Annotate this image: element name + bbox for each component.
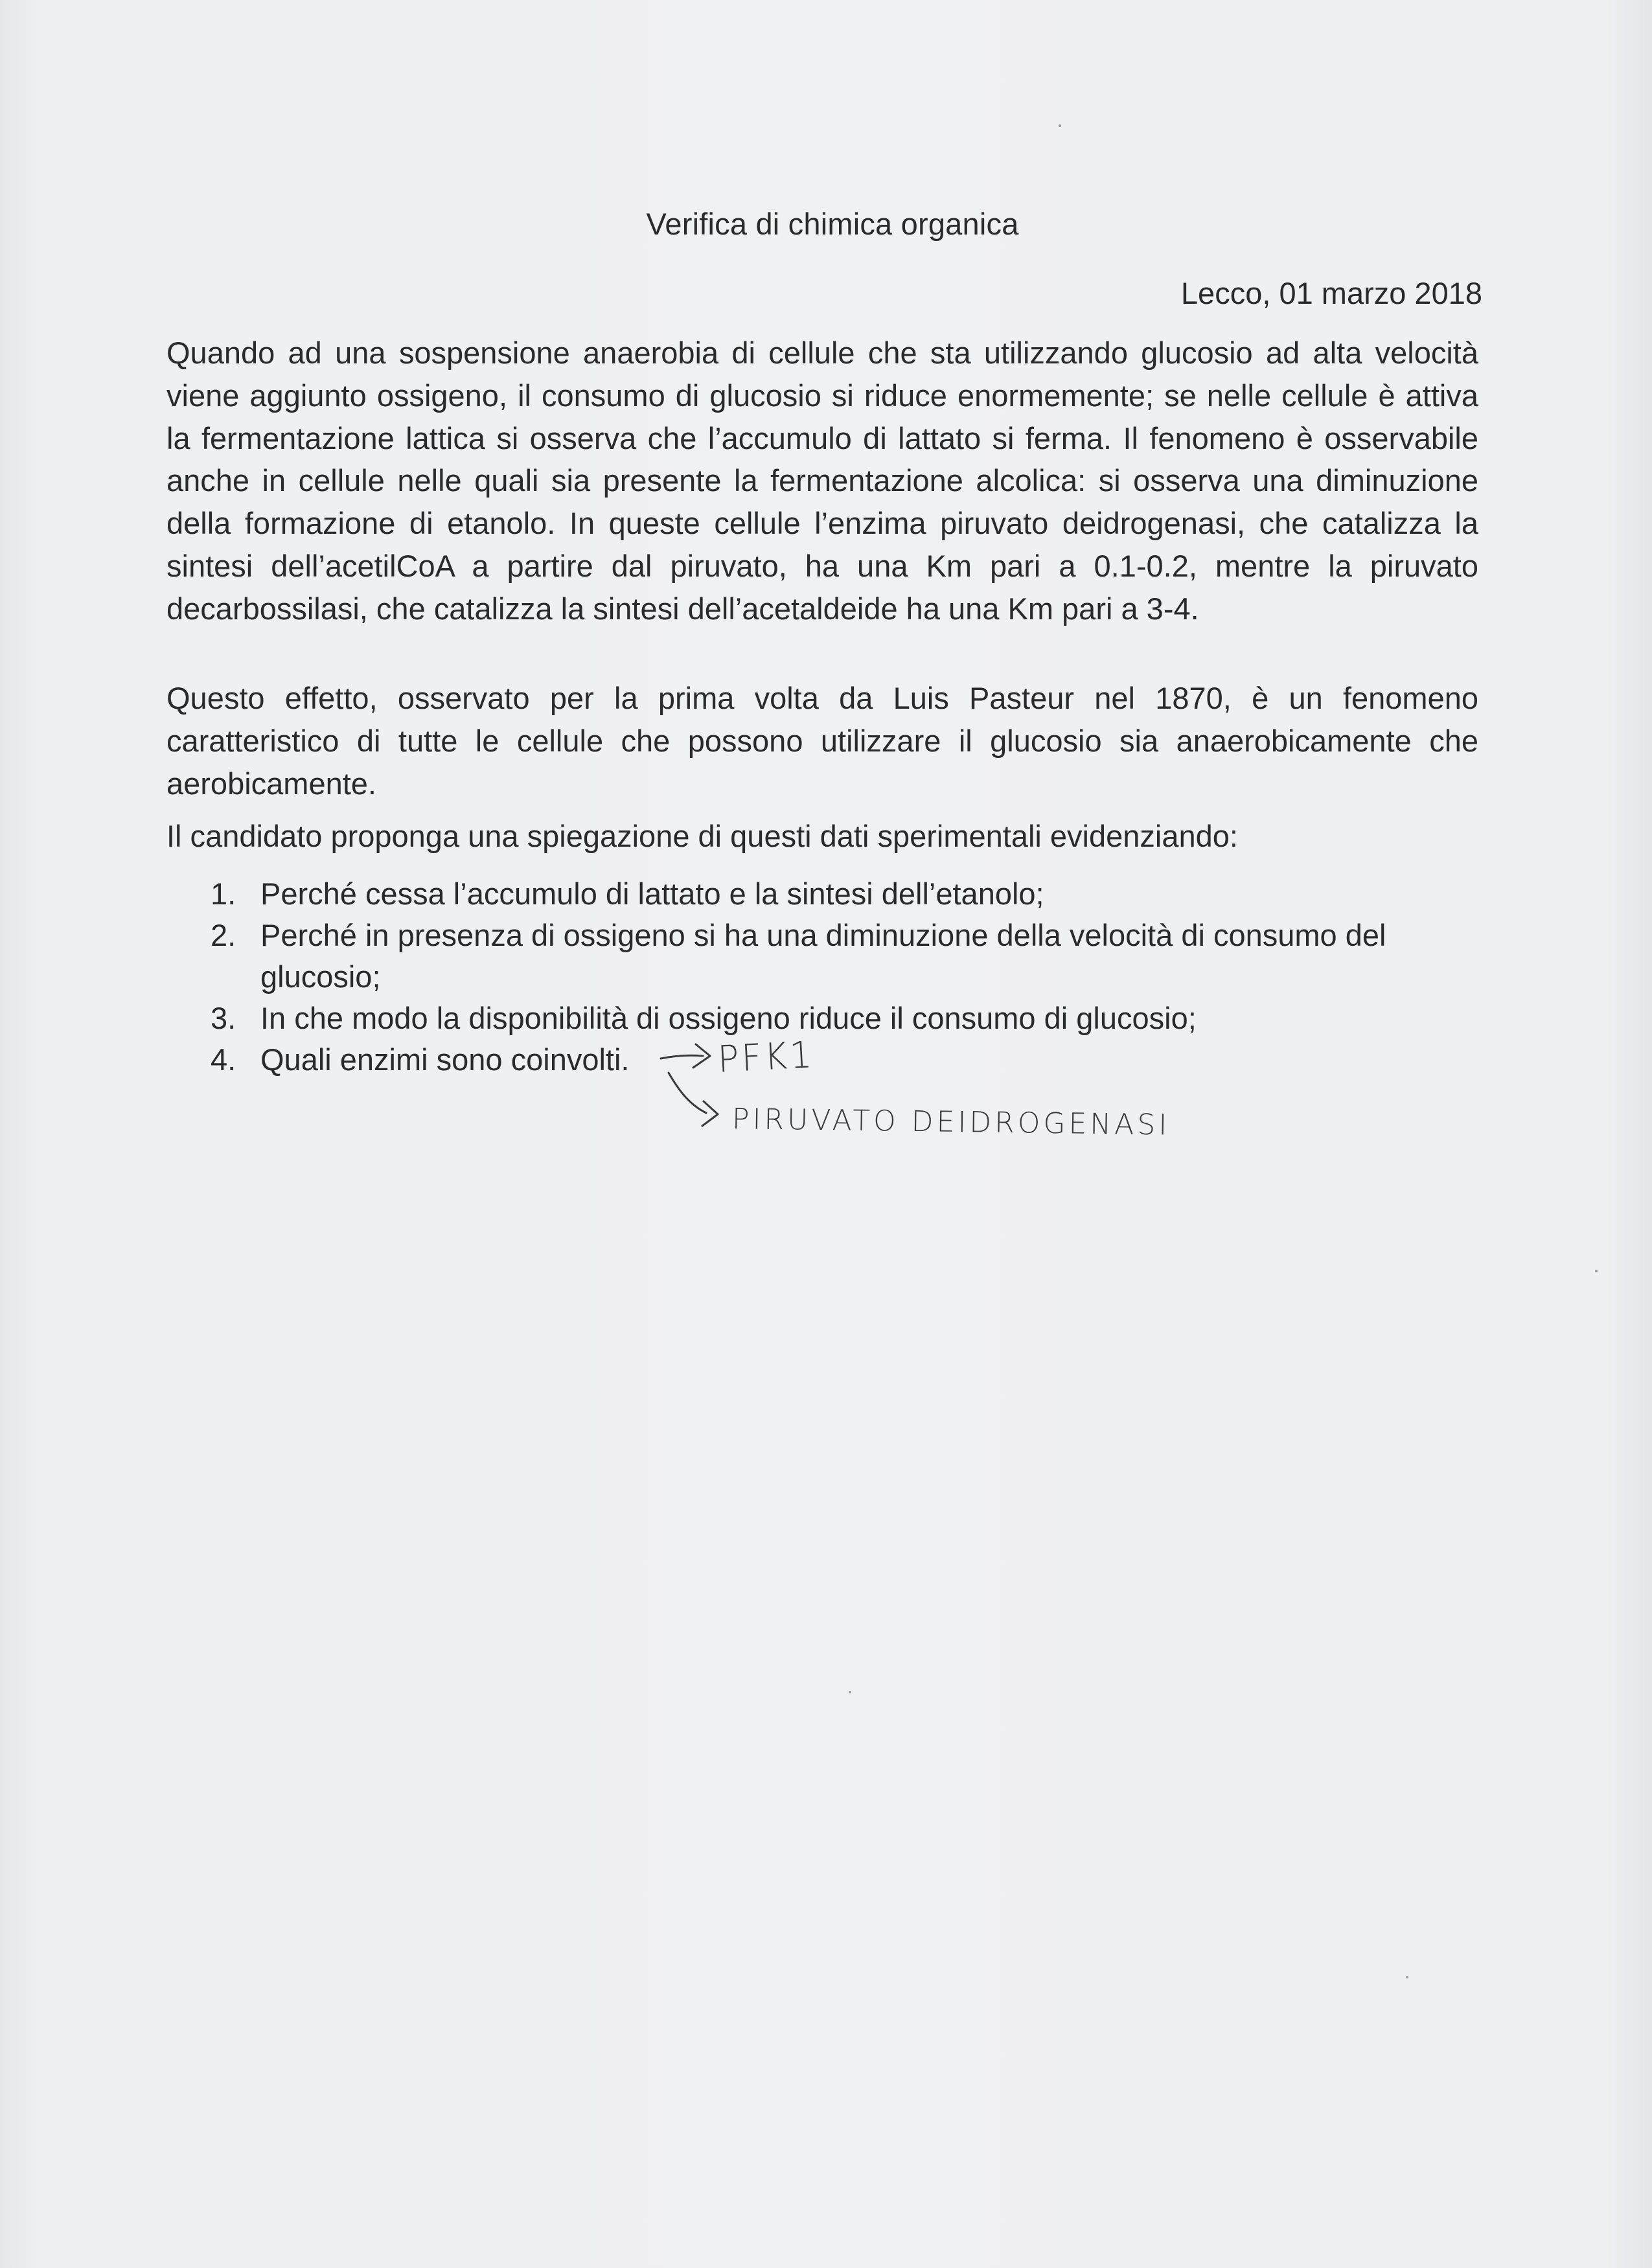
question-item — [166, 915, 1478, 998]
handwritten-note-piruvato: PIRUVATO DEIDROGENASI — [731, 1103, 1171, 1142]
scan-speck — [849, 1691, 851, 1693]
scan-speck — [1059, 124, 1061, 127]
handwritten-note-pfk1: PFK1 — [717, 1033, 816, 1081]
document-dateline: Lecco, 01 marzo 2018 — [1180, 276, 1482, 310]
scan-speck — [1595, 1270, 1598, 1272]
arrow-head-icon — [702, 1101, 718, 1126]
question-text: Quali enzimi sono coinvolti. — [260, 1042, 630, 1077]
question-item — [166, 998, 1478, 1039]
questions-list — [166, 873, 1478, 1081]
paragraph-instructions: Il candidato proponga una spiegazione di questi dati sperimentali evidenziando: — [166, 819, 1238, 853]
paragraph-intro: Quando ad una sospensione anaerobia di cellule che sta utilizzando glucosio ad alta velocità viene aggiunto ossigeno, il consumo di glucosio si riduce enormemente; se nelle cellule è attiva la fermentazione lattica si osserva che l’accumulo di lattato si ferma. Il fenomeno è osservabile anche in cellule nelle quali sia presente la fermentazione alcolica: si osserva una diminuzione della formazione di etanolo. In queste cellule l’enzima piruvato deidrogenasi, che catalizza la sintesi dell’acetilCoA a partire dal piruvato, ha una Km pari a 0.1-0.2, mentre la piruvato decarbossilasi, che catalizza la sintesi dell’acetaldeide ha una Km pari a 3-4. — [166, 336, 1478, 626]
question-item — [166, 873, 1478, 915]
question-number: 1. — [211, 876, 236, 911]
scan-speck — [1406, 1976, 1408, 1978]
question-number: 3. — [211, 1000, 236, 1035]
question-number: 2. — [211, 917, 236, 952]
question-text: Perché in presenza di ossigeno si ha una diminuzione della velocità di consumo del glucosio; — [260, 917, 1386, 994]
question-number: 4. — [211, 1042, 236, 1077]
paragraph-pasteur: Questo effetto, osservato per la prima volta da Luis Pasteur nel 1870, è un fenomeno caratteristico di tutte le cellule che possono utilizzare il glucosio sia anaerobicamente che aerobicamente. — [166, 681, 1478, 801]
document-title: Verifica di chimica organica — [646, 207, 1019, 241]
question-text: In che modo la disponibilità di ossigeno riduce il consumo di glucosio; — [260, 1000, 1197, 1035]
question-text: Perché cessa l’accumulo di lattato e la sintesi dell’etanolo; — [260, 876, 1044, 911]
question-item — [166, 1039, 1478, 1081]
